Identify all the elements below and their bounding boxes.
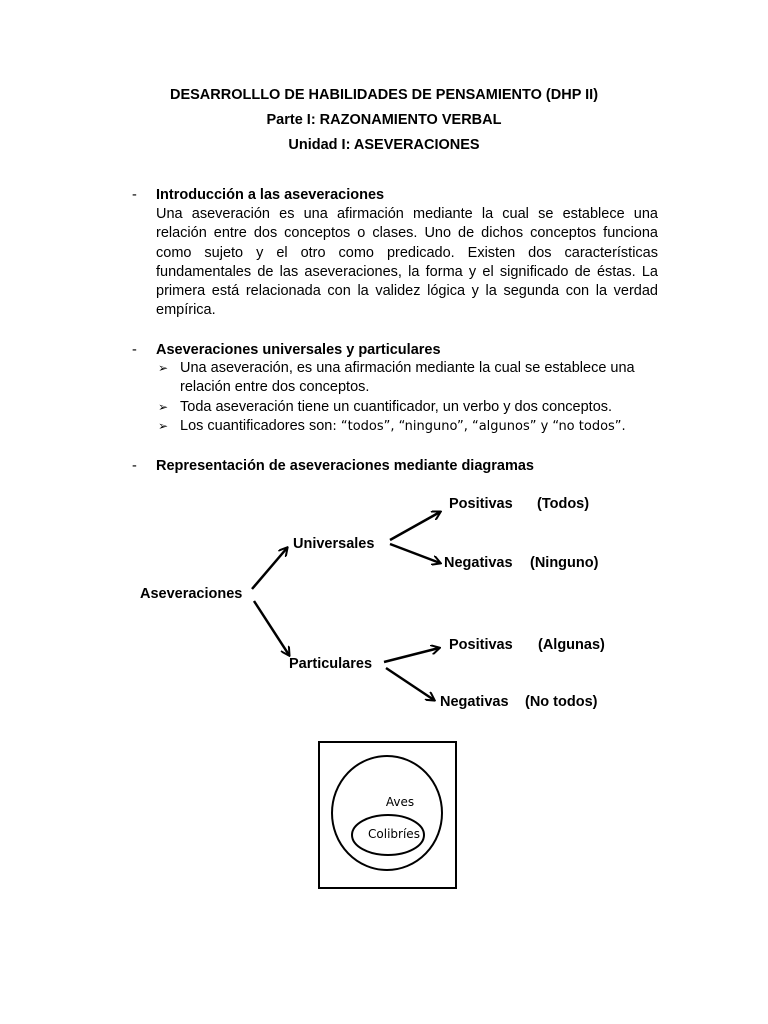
document-title: DESARROLLLO DE HABILIDADES DE PENSAMIENTO (DHP II) [169, 87, 599, 103]
tree-particular-label: Particulares [289, 656, 373, 672]
venn-diagram [318, 741, 457, 889]
section-dash: - [132, 458, 137, 474]
bullet-text: Toda aseveración tiene un cuantificador, un verbo y dos conceptos. [180, 398, 613, 415]
universal-positive-label: Positivas [449, 496, 513, 512]
part-title: Parte I: RAZONAMIENTO VERBAL [266, 112, 502, 128]
universal-negative-label: Negativas [444, 555, 513, 571]
tree-root-label: Aseveraciones [140, 586, 243, 602]
arrow-universal-negative [390, 544, 440, 563]
arrow-particular-negative [386, 668, 434, 700]
arrowhead-bullet-icon: ➢ [158, 418, 169, 433]
tree-universal-label: Universales [293, 536, 375, 552]
arrow-root-universal [252, 548, 287, 589]
bullet-text: Los cuantificadores son [180, 417, 333, 434]
arrowhead-bullet-icon: ➢ [158, 361, 169, 375]
arrowhead-bullet-icon: ➢ [158, 399, 169, 414]
bullet-text: Una aseveración, es una afirmación mediante la cual se establece una relación entre dos conceptos. [180, 360, 635, 396]
diagrams-heading: Representación de aseveraciones mediante diagramas [156, 458, 534, 474]
arrow-root-particular [254, 601, 289, 655]
types-heading: Aseveraciones universales y particulares [156, 342, 441, 358]
intro-heading: Introducción a las aseveraciones [156, 187, 385, 203]
arrow-particular-positive [384, 648, 439, 662]
particular-negative-quantifier: (No todos) [525, 694, 598, 710]
quantifiers-text: : “todos”, “ninguno”, “algunos” y “no todos”. [332, 418, 626, 434]
universal-negative-quantifier: (Ninguno) [530, 555, 599, 571]
particular-negative-label: Negativas [440, 694, 509, 710]
particular-positive-label: Positivas [449, 637, 513, 653]
arrow-universal-positive [390, 512, 440, 540]
universal-positive-quantifier: (Todos) [537, 496, 590, 512]
section-dash: - [132, 187, 137, 203]
unit-title: Unidad I: ASEVERACIONES [288, 137, 480, 153]
venn-outer-label: Aves [385, 795, 415, 809]
particular-positive-quantifier: (Algunas) [538, 637, 605, 653]
venn-inner-label: Colibríes [368, 827, 420, 841]
section-dash: - [132, 342, 137, 358]
intro-paragraph: Una aseveración es una afirmación mediante la cual se establece una relación entre dos conceptos o clases. Uno de dichos conceptos funciona como sujeto y el otro como predicado. Existen dos características fundamentales de las aseveraciones, la forma y el significado de éstas. La primera está relacionada con la validez lógica y la segunda con la verdad empírica. [156, 206, 658, 319]
